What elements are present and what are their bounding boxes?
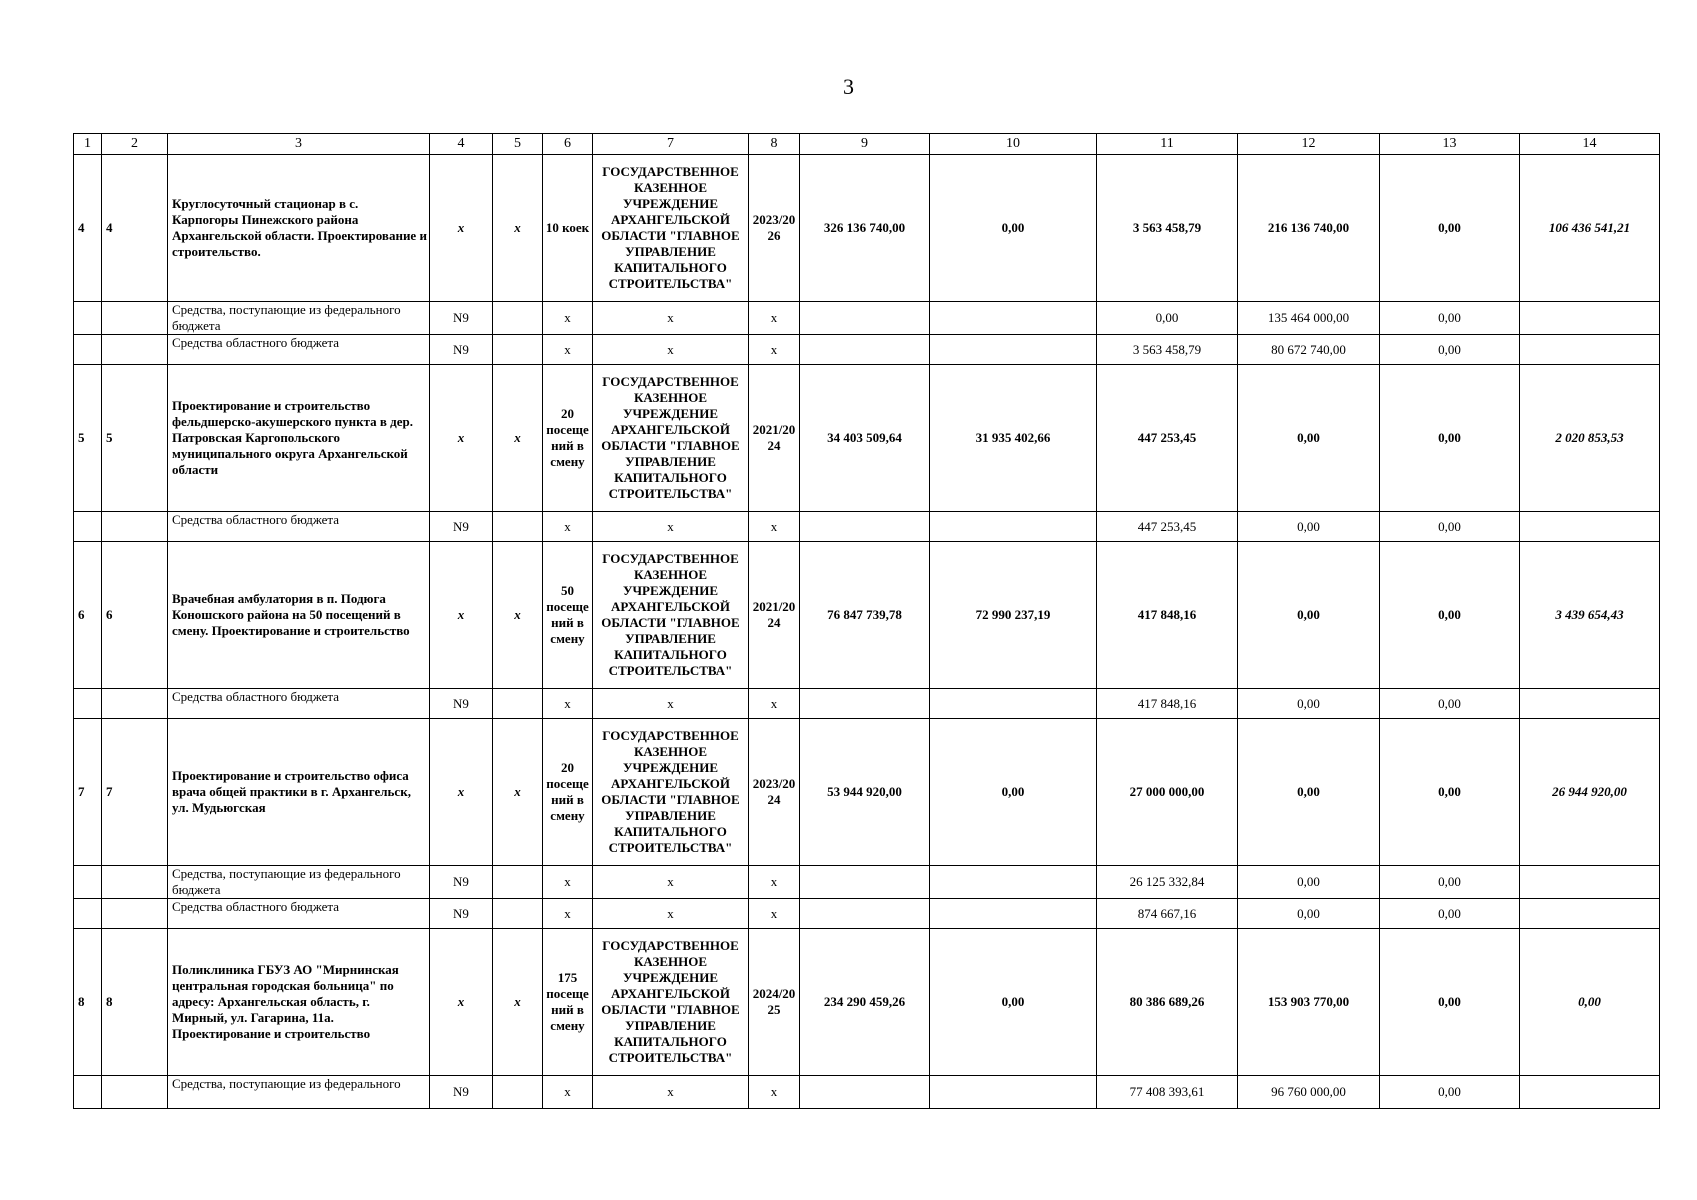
customer-cell: x <box>593 335 749 365</box>
year-2024-cell: 447 253,45 <box>1097 365 1238 512</box>
customer-cell: x <box>593 689 749 719</box>
year-2026-cell: 0,00 <box>1380 689 1520 719</box>
total-cost-cell <box>800 899 930 929</box>
year-2026-cell: 0,00 <box>1380 542 1520 689</box>
object-name: Средства, поступающие из федерального бюджета <box>168 866 430 899</box>
column-header: 7 <box>593 134 749 155</box>
remaining-cell <box>1520 899 1660 929</box>
header-row <box>74 134 1660 155</box>
row-index: 6 <box>74 542 102 689</box>
period-cell: x <box>749 689 800 719</box>
item-number <box>102 689 168 719</box>
total-cost-cell: 53 944 920,00 <box>800 719 930 866</box>
financed-cell <box>930 1076 1097 1109</box>
col5-cell: x <box>493 929 543 1076</box>
item-number: 8 <box>102 929 168 1076</box>
year-2026-cell: 0,00 <box>1380 1076 1520 1109</box>
financed-cell: 0,00 <box>930 929 1097 1076</box>
period-cell: 2023/2024 <box>749 719 800 866</box>
customer-cell: ГОСУДАРСТВЕННОЕ КАЗЕННОЕ УЧРЕЖДЕНИЕ АРХАНГЕЛЬСКОЙ ОБЛАСТИ "ГЛАВНОЕ УПРАВЛЕНИЕ КАПИТАЛЬНОГО СТРОИТЕЛЬСТВА" <box>593 365 749 512</box>
code-cell: N9 <box>430 899 493 929</box>
total-cost-cell: 76 847 739,78 <box>800 542 930 689</box>
remaining-cell <box>1520 866 1660 899</box>
period-cell: 2021/2024 <box>749 365 800 512</box>
item-number: 4 <box>102 155 168 302</box>
funding-source-row <box>74 302 1660 335</box>
total-cost-cell <box>800 302 930 335</box>
financed-cell <box>930 899 1097 929</box>
year-2024-cell: 77 408 393,61 <box>1097 1076 1238 1109</box>
period-cell: x <box>749 899 800 929</box>
year-2024-cell: 3 563 458,79 <box>1097 155 1238 302</box>
year-2025-cell: 0,00 <box>1238 689 1380 719</box>
period-cell: 2023/2026 <box>749 155 800 302</box>
row-index <box>74 1076 102 1109</box>
total-cost-cell <box>800 1076 930 1109</box>
year-2024-cell: 26 125 332,84 <box>1097 866 1238 899</box>
item-number <box>102 866 168 899</box>
row-index <box>74 689 102 719</box>
year-2026-cell: 0,00 <box>1380 155 1520 302</box>
capacity-cell: x <box>543 512 593 542</box>
column-header: 10 <box>930 134 1097 155</box>
column-header: 1 <box>74 134 102 155</box>
row-index: 5 <box>74 365 102 512</box>
column-header: 5 <box>493 134 543 155</box>
capacity-cell: x <box>543 302 593 335</box>
code-cell: N9 <box>430 866 493 899</box>
customer-cell: ГОСУДАРСТВЕННОЕ КАЗЕННОЕ УЧРЕЖДЕНИЕ АРХАНГЕЛЬСКОЙ ОБЛАСТИ "ГЛАВНОЕ УПРАВЛЕНИЕ КАПИТАЛЬНОГО СТРОИТЕЛЬСТВА" <box>593 929 749 1076</box>
funding-source-row <box>74 1076 1660 1109</box>
object-name: Проектирование и строительство фельдшерско-акушерского пункта в дер. Патровская Каргопольского муниципального округа Архангельской области <box>168 365 430 512</box>
year-2024-cell: 874 667,16 <box>1097 899 1238 929</box>
capacity-cell: x <box>543 1076 593 1109</box>
capacity-cell: 50 посещений в смену <box>543 542 593 689</box>
period-cell: x <box>749 866 800 899</box>
total-cost-cell: 34 403 509,64 <box>800 365 930 512</box>
object-name: Средства областного бюджета <box>168 899 430 929</box>
code-cell: N9 <box>430 1076 493 1109</box>
object-name: Средства областного бюджета <box>168 512 430 542</box>
object-name: Врачебная амбулатория в п. Подюга Коношского района на 50 посещений в смену. Проектирование и строительство <box>168 542 430 689</box>
remaining-cell <box>1520 689 1660 719</box>
row-index: 8 <box>74 929 102 1076</box>
code-cell: N9 <box>430 512 493 542</box>
financed-cell <box>930 866 1097 899</box>
page-number: 3 <box>843 74 854 99</box>
year-2026-cell: 0,00 <box>1380 365 1520 512</box>
year-2025-cell: 0,00 <box>1238 719 1380 866</box>
year-2026-cell: 0,00 <box>1380 866 1520 899</box>
year-2025-cell: 0,00 <box>1238 866 1380 899</box>
object-row <box>74 365 1660 512</box>
row-index <box>74 302 102 335</box>
column-header: 2 <box>102 134 168 155</box>
column-header: 14 <box>1520 134 1660 155</box>
year-2024-cell: 0,00 <box>1097 302 1238 335</box>
capacity-cell: x <box>543 899 593 929</box>
financed-cell: 0,00 <box>930 155 1097 302</box>
year-2025-cell: 216 136 740,00 <box>1238 155 1380 302</box>
year-2024-cell: 447 253,45 <box>1097 512 1238 542</box>
table-body <box>74 134 1660 1109</box>
total-cost-cell <box>800 866 930 899</box>
code-cell: x <box>430 929 493 1076</box>
remaining-cell: 106 436 541,21 <box>1520 155 1660 302</box>
remaining-cell: 2 020 853,53 <box>1520 365 1660 512</box>
object-row <box>74 542 1660 689</box>
total-cost-cell: 326 136 740,00 <box>800 155 930 302</box>
period-cell: x <box>749 512 800 542</box>
funding-source-row <box>74 335 1660 365</box>
object-name: Поликлиника ГБУЗ АО "Мирнинская центральная городская больница" по адресу: Архангельская область, г. Мирный, ул. Гагарина, 11а. Проектирование и строительство <box>168 929 430 1076</box>
year-2026-cell: 0,00 <box>1380 512 1520 542</box>
object-name: Средства, поступающие из федерального <box>168 1076 430 1109</box>
year-2025-cell: 135 464 000,00 <box>1238 302 1380 335</box>
column-header: 6 <box>543 134 593 155</box>
object-name: Средства областного бюджета <box>168 689 430 719</box>
customer-cell: ГОСУДАРСТВЕННОЕ КАЗЕННОЕ УЧРЕЖДЕНИЕ АРХАНГЕЛЬСКОЙ ОБЛАСТИ "ГЛАВНОЕ УПРАВЛЕНИЕ КАПИТАЛЬНОГО СТРОИТЕЛЬСТВА" <box>593 542 749 689</box>
col5-cell <box>493 335 543 365</box>
capacity-cell: x <box>543 335 593 365</box>
item-number <box>102 1076 168 1109</box>
row-index: 7 <box>74 719 102 866</box>
code-cell: x <box>430 365 493 512</box>
total-cost-cell <box>800 689 930 719</box>
remaining-cell <box>1520 302 1660 335</box>
total-cost-cell <box>800 335 930 365</box>
row-index <box>74 866 102 899</box>
code-cell: N9 <box>430 335 493 365</box>
item-number <box>102 899 168 929</box>
col5-cell: x <box>493 719 543 866</box>
financed-cell <box>930 689 1097 719</box>
item-number: 6 <box>102 542 168 689</box>
column-header: 3 <box>168 134 430 155</box>
financed-cell: 72 990 237,19 <box>930 542 1097 689</box>
customer-cell: ГОСУДАРСТВЕННОЕ КАЗЕННОЕ УЧРЕЖДЕНИЕ АРХАНГЕЛЬСКОЙ ОБЛАСТИ "ГЛАВНОЕ УПРАВЛЕНИЕ КАПИТАЛЬНОГО СТРОИТЕЛЬСТВА" <box>593 155 749 302</box>
item-number <box>102 335 168 365</box>
customer-cell: x <box>593 899 749 929</box>
object-name: Проектирование и строительство офиса врача общей практики в г. Архангельск, ул. Мудьюгская <box>168 719 430 866</box>
year-2025-cell: 153 903 770,00 <box>1238 929 1380 1076</box>
year-2026-cell: 0,00 <box>1380 302 1520 335</box>
row-index <box>74 335 102 365</box>
code-cell: N9 <box>430 689 493 719</box>
remaining-cell <box>1520 1076 1660 1109</box>
object-name: Круглосуточный стационар в с. Карпогоры Пинежского района Архангельской области. Проектирование и строительство. <box>168 155 430 302</box>
object-name: Средства областного бюджета <box>168 335 430 365</box>
funding-source-row <box>74 689 1660 719</box>
object-row <box>74 155 1660 302</box>
row-index <box>74 512 102 542</box>
year-2025-cell: 0,00 <box>1238 542 1380 689</box>
col5-cell <box>493 866 543 899</box>
col5-cell <box>493 689 543 719</box>
code-cell: N9 <box>430 302 493 335</box>
capacity-cell: x <box>543 866 593 899</box>
remaining-cell <box>1520 335 1660 365</box>
customer-cell: x <box>593 302 749 335</box>
object-name: Средства, поступающие из федерального бюджета <box>168 302 430 335</box>
item-number <box>102 512 168 542</box>
object-row <box>74 929 1660 1076</box>
customer-cell: x <box>593 866 749 899</box>
total-cost-cell <box>800 512 930 542</box>
col5-cell <box>493 512 543 542</box>
funding-source-row <box>74 866 1660 899</box>
total-cost-cell: 234 290 459,26 <box>800 929 930 1076</box>
capacity-cell: 20 посещений в смену <box>543 365 593 512</box>
capacity-cell: x <box>543 689 593 719</box>
item-number: 7 <box>102 719 168 866</box>
customer-cell: x <box>593 1076 749 1109</box>
column-header: 13 <box>1380 134 1520 155</box>
col5-cell <box>493 302 543 335</box>
customer-cell: ГОСУДАРСТВЕННОЕ КАЗЕННОЕ УЧРЕЖДЕНИЕ АРХАНГЕЛЬСКОЙ ОБЛАСТИ "ГЛАВНОЕ УПРАВЛЕНИЕ КАПИТАЛЬНОГО СТРОИТЕЛЬСТВА" <box>593 719 749 866</box>
year-2025-cell: 96 760 000,00 <box>1238 1076 1380 1109</box>
year-2025-cell: 0,00 <box>1238 365 1380 512</box>
period-cell: x <box>749 302 800 335</box>
year-2025-cell: 0,00 <box>1238 899 1380 929</box>
capacity-cell: 175 посещений в смену <box>543 929 593 1076</box>
year-2026-cell: 0,00 <box>1380 899 1520 929</box>
year-2024-cell: 27 000 000,00 <box>1097 719 1238 866</box>
code-cell: x <box>430 542 493 689</box>
column-header: 12 <box>1238 134 1380 155</box>
financed-cell: 31 935 402,66 <box>930 365 1097 512</box>
column-header: 4 <box>430 134 493 155</box>
period-cell: x <box>749 1076 800 1109</box>
year-2024-cell: 3 563 458,79 <box>1097 335 1238 365</box>
capacity-cell: 20 посещений в смену <box>543 719 593 866</box>
period-cell: x <box>749 335 800 365</box>
col5-cell: x <box>493 542 543 689</box>
funding-source-row <box>74 899 1660 929</box>
remaining-cell <box>1520 512 1660 542</box>
item-number: 5 <box>102 365 168 512</box>
year-2024-cell: 80 386 689,26 <box>1097 929 1238 1076</box>
financed-cell <box>930 302 1097 335</box>
col5-cell: x <box>493 155 543 302</box>
period-cell: 2024/2025 <box>749 929 800 1076</box>
year-2026-cell: 0,00 <box>1380 719 1520 866</box>
column-header: 11 <box>1097 134 1238 155</box>
year-2026-cell: 0,00 <box>1380 929 1520 1076</box>
column-header: 9 <box>800 134 930 155</box>
financed-cell <box>930 512 1097 542</box>
row-index <box>74 899 102 929</box>
col5-cell: x <box>493 365 543 512</box>
column-header: 8 <box>749 134 800 155</box>
funding-source-row <box>74 512 1660 542</box>
budget-table <box>73 133 1660 1109</box>
remaining-cell: 26 944 920,00 <box>1520 719 1660 866</box>
remaining-cell: 3 439 654,43 <box>1520 542 1660 689</box>
period-cell: 2021/2024 <box>749 542 800 689</box>
year-2025-cell: 80 672 740,00 <box>1238 335 1380 365</box>
remaining-cell: 0,00 <box>1520 929 1660 1076</box>
year-2024-cell: 417 848,16 <box>1097 542 1238 689</box>
financed-cell <box>930 335 1097 365</box>
code-cell: x <box>430 719 493 866</box>
row-index: 4 <box>74 155 102 302</box>
code-cell: x <box>430 155 493 302</box>
capacity-cell: 10 коек <box>543 155 593 302</box>
year-2025-cell: 0,00 <box>1238 512 1380 542</box>
year-2024-cell: 417 848,16 <box>1097 689 1238 719</box>
object-row <box>74 719 1660 866</box>
item-number <box>102 302 168 335</box>
col5-cell <box>493 1076 543 1109</box>
financed-cell: 0,00 <box>930 719 1097 866</box>
customer-cell: x <box>593 512 749 542</box>
col5-cell <box>493 899 543 929</box>
year-2026-cell: 0,00 <box>1380 335 1520 365</box>
